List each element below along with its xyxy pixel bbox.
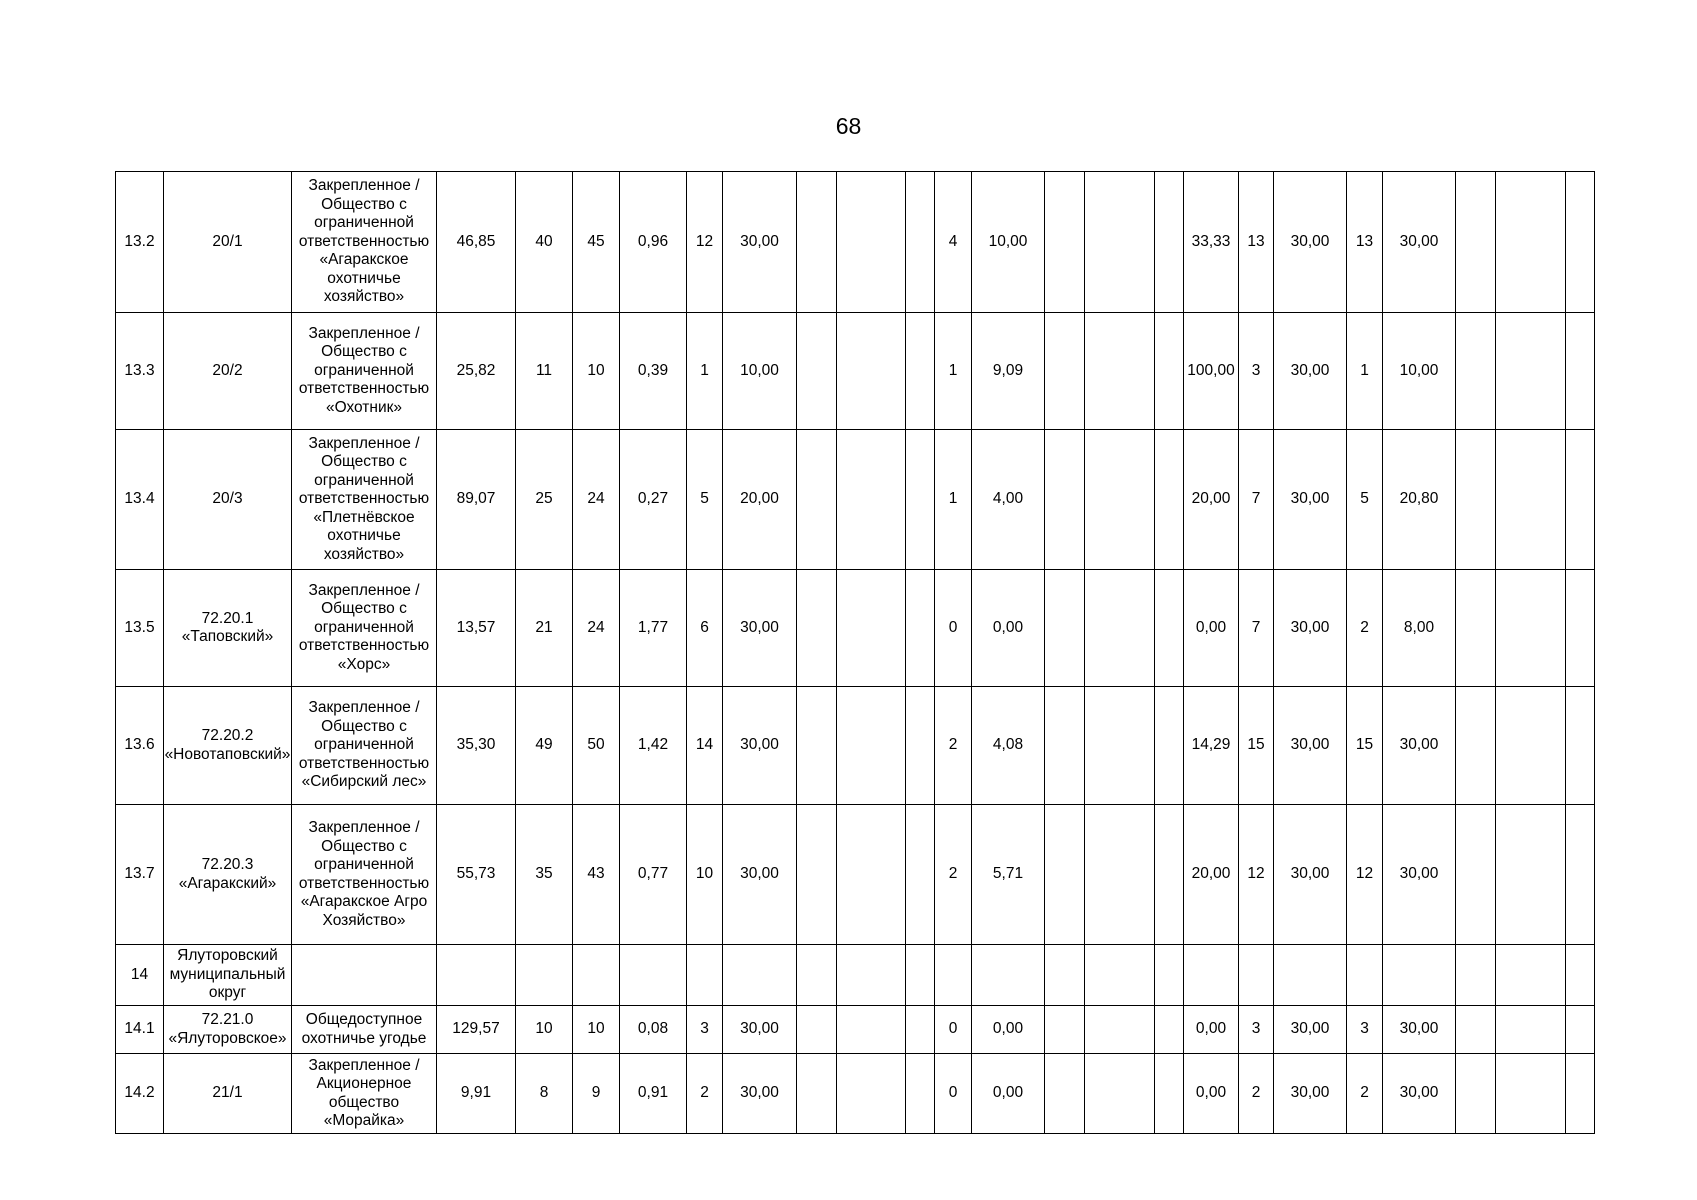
- table-cell: 1: [935, 313, 972, 430]
- table-cell: 30,00: [1383, 805, 1456, 945]
- table-cell: [906, 687, 935, 805]
- table-cell: 30,00: [1274, 570, 1347, 687]
- table-cell: [1045, 945, 1085, 1006]
- table-cell: 30,00: [723, 805, 797, 945]
- table-cell: [1456, 687, 1496, 805]
- table-cell: [1496, 430, 1566, 570]
- table-cell: [1274, 945, 1347, 1006]
- table-cell: 30,00: [723, 172, 797, 313]
- table-cell: 0: [935, 570, 972, 687]
- table-cell: [1566, 430, 1595, 570]
- table-cell: 2: [935, 805, 972, 945]
- table-cell: [1085, 945, 1155, 1006]
- table-row: [116, 313, 1595, 430]
- table-cell: 5: [1347, 430, 1383, 570]
- table-cell: Закрепленное / Акционерное общество «Морайка»: [292, 1054, 437, 1134]
- table-cell: 0,00: [1184, 570, 1239, 687]
- table-cell: 4: [935, 172, 972, 313]
- table-cell: [972, 945, 1045, 1006]
- table-cell: [1085, 570, 1155, 687]
- table-row: [116, 430, 1595, 570]
- table-cell: [797, 805, 837, 945]
- table-cell: [573, 945, 620, 1006]
- table-cell: 9,91: [437, 1054, 516, 1134]
- table-cell: 20/3: [164, 430, 292, 570]
- table-cell: 25,82: [437, 313, 516, 430]
- table-cell: 9,09: [972, 313, 1045, 430]
- table-cell: 1,42: [620, 687, 687, 805]
- table-cell: 5,71: [972, 805, 1045, 945]
- table-cell: [1456, 570, 1496, 687]
- table-cell: 40: [516, 172, 573, 313]
- table-cell: [1239, 945, 1274, 1006]
- table-cell: 13.2: [116, 172, 164, 313]
- table-cell: 1: [1347, 313, 1383, 430]
- table-cell: [837, 945, 906, 1006]
- table-cell: [1496, 1006, 1566, 1054]
- table-cell: 0,91: [620, 1054, 687, 1134]
- table-cell: 72.21.0 «Ялуторовское»: [164, 1006, 292, 1054]
- table-cell: [1456, 1006, 1496, 1054]
- table-cell: 13.4: [116, 430, 164, 570]
- table-cell: 30,00: [1274, 687, 1347, 805]
- table-cell: [837, 570, 906, 687]
- table-cell: 72.20.2 «Новотаповский»: [164, 687, 292, 805]
- table-cell: [1045, 1006, 1085, 1054]
- table-cell: 43: [573, 805, 620, 945]
- table-cell: 14,29: [1184, 687, 1239, 805]
- table-cell: [906, 430, 935, 570]
- table-cell: 25: [516, 430, 573, 570]
- table-cell: 0,00: [1184, 1006, 1239, 1054]
- table-cell: 20/2: [164, 313, 292, 430]
- table-cell: 13.6: [116, 687, 164, 805]
- table-cell: [1566, 1054, 1595, 1134]
- table-cell: [620, 945, 687, 1006]
- table-cell: 14: [687, 687, 723, 805]
- table-cell: 30,00: [1274, 430, 1347, 570]
- table-cell: [687, 945, 723, 1006]
- table-cell: 30,00: [1383, 172, 1456, 313]
- table-cell: [1085, 1006, 1155, 1054]
- table-cell: 24: [573, 430, 620, 570]
- table-cell: Закрепленное / Общество с ограниченной ответственностью «Хорс»: [292, 570, 437, 687]
- table-cell: 3: [1239, 1006, 1274, 1054]
- table-cell: 45: [573, 172, 620, 313]
- table-cell: 3: [687, 1006, 723, 1054]
- table-cell: [1155, 945, 1184, 1006]
- table-cell: 2: [687, 1054, 723, 1134]
- table-cell: 0,27: [620, 430, 687, 570]
- table-cell: [1347, 945, 1383, 1006]
- table-cell: [1085, 172, 1155, 313]
- table-cell: 2: [1239, 1054, 1274, 1134]
- table-cell: [1566, 172, 1595, 313]
- table-cell: [1566, 313, 1595, 430]
- table-cell: 0,00: [972, 570, 1045, 687]
- table-cell: 0,00: [972, 1006, 1045, 1054]
- table-cell: [906, 1054, 935, 1134]
- table-cell: [837, 805, 906, 945]
- page-number: 68: [835, 113, 862, 139]
- table-cell: 0,08: [620, 1006, 687, 1054]
- table-cell: [797, 313, 837, 430]
- table-cell: 0: [935, 1054, 972, 1134]
- table-cell: 30,00: [1274, 1006, 1347, 1054]
- table-cell: [1155, 570, 1184, 687]
- table-cell: Закрепленное /Общество с ограниченной ответственностью «Плетнёвское охотничье хозяйство»: [292, 430, 437, 570]
- table-cell: [1184, 945, 1239, 1006]
- table-cell: [797, 430, 837, 570]
- table-cell: [1456, 313, 1496, 430]
- table-cell: [292, 945, 437, 1006]
- table-cell: 30,00: [723, 1006, 797, 1054]
- table-cell: 30,00: [1383, 1054, 1456, 1134]
- table-cell: [1155, 1006, 1184, 1054]
- table-cell: 13: [1239, 172, 1274, 313]
- table-cell: 21: [516, 570, 573, 687]
- table-cell: 35,30: [437, 687, 516, 805]
- table-cell: 4,08: [972, 687, 1045, 805]
- table-cell: 2: [1347, 1054, 1383, 1134]
- table-cell: [1045, 687, 1085, 805]
- table-cell: 100,00: [1184, 313, 1239, 430]
- table-cell: 10: [573, 313, 620, 430]
- table-cell: 30,00: [1383, 1006, 1456, 1054]
- table-cell: [1456, 172, 1496, 313]
- table-cell: 1,77: [620, 570, 687, 687]
- table-cell: 0,00: [1184, 1054, 1239, 1134]
- table-cell: [1566, 945, 1595, 1006]
- table-cell: 50: [573, 687, 620, 805]
- table-row: [116, 1054, 1595, 1134]
- table-cell: [1496, 805, 1566, 945]
- table-cell: Закрепленное / Общество с ограниченной ответственностью «Агаракское Агро Хозяйство»: [292, 805, 437, 945]
- table-cell: [1496, 172, 1566, 313]
- table-cell: Ялуторовский муниципальный округ: [164, 945, 292, 1006]
- table-cell: [1045, 430, 1085, 570]
- table-cell: [906, 805, 935, 945]
- table-cell: 10,00: [723, 313, 797, 430]
- table-cell: [1566, 570, 1595, 687]
- table-cell: 13.3: [116, 313, 164, 430]
- table-cell: [1383, 945, 1456, 1006]
- table-cell: 49: [516, 687, 573, 805]
- table-cell: [1085, 687, 1155, 805]
- table-cell: [797, 1054, 837, 1134]
- table-cell: [797, 570, 837, 687]
- table-cell: [1456, 945, 1496, 1006]
- table-cell: [1045, 805, 1085, 945]
- table-cell: [1085, 1054, 1155, 1134]
- table-cell: 1: [935, 430, 972, 570]
- table-cell: 20/1: [164, 172, 292, 313]
- table-cell: 15: [1239, 687, 1274, 805]
- table-cell: [906, 313, 935, 430]
- table-cell: [1496, 570, 1566, 687]
- table-cell: [797, 172, 837, 313]
- table-cell: 89,07: [437, 430, 516, 570]
- table-cell: [837, 313, 906, 430]
- table-cell: 20,00: [723, 430, 797, 570]
- table-cell: 13.7: [116, 805, 164, 945]
- table-cell: 129,57: [437, 1006, 516, 1054]
- table-cell: [1045, 172, 1085, 313]
- table-cell: 13,57: [437, 570, 516, 687]
- table-cell: 8,00: [1383, 570, 1456, 687]
- table-cell: [1155, 172, 1184, 313]
- table-cell: [906, 1006, 935, 1054]
- table-cell: 20,80: [1383, 430, 1456, 570]
- table-cell: 10: [687, 805, 723, 945]
- table-cell: [1045, 1054, 1085, 1134]
- table-cell: 10: [573, 1006, 620, 1054]
- table-cell: [1045, 570, 1085, 687]
- table-cell: [906, 945, 935, 1006]
- table-cell: [437, 945, 516, 1006]
- table-cell: 9: [573, 1054, 620, 1134]
- table-cell: 72.20.1 «Таповский»: [164, 570, 292, 687]
- table-cell: [1085, 805, 1155, 945]
- table-cell: 55,73: [437, 805, 516, 945]
- table-cell: 30,00: [1383, 687, 1456, 805]
- table-row: [116, 805, 1595, 945]
- table-cell: 30,00: [723, 1054, 797, 1134]
- table-cell: [1496, 945, 1566, 1006]
- table-row: [116, 945, 1595, 1006]
- table-cell: 5: [687, 430, 723, 570]
- table-row: [116, 172, 1595, 313]
- table-cell: [1085, 430, 1155, 570]
- table-cell: [1456, 430, 1496, 570]
- table-cell: [1456, 1054, 1496, 1134]
- table-cell: 30,00: [1274, 172, 1347, 313]
- table-cell: 12: [1347, 805, 1383, 945]
- table-cell: [1566, 1006, 1595, 1054]
- table-cell: [1566, 805, 1595, 945]
- table-cell: 8: [516, 1054, 573, 1134]
- data-table: [115, 171, 1595, 1134]
- table-cell: 10: [516, 1006, 573, 1054]
- table-cell: 15: [1347, 687, 1383, 805]
- table-cell: Общедоступное охотничье угодье: [292, 1006, 437, 1054]
- table-cell: 3: [1347, 1006, 1383, 1054]
- table-cell: [723, 945, 797, 1006]
- table-cell: 30,00: [723, 570, 797, 687]
- table-cell: [797, 1006, 837, 1054]
- table-cell: 33,33: [1184, 172, 1239, 313]
- table-cell: Закрепленное / Общество с ограниченной ответственностью «Агаракское охотничье хозяйство»: [292, 172, 437, 313]
- table-cell: 0,39: [620, 313, 687, 430]
- table-cell: 0,00: [972, 1054, 1045, 1134]
- table-cell: 72.20.3 «Агаракский»: [164, 805, 292, 945]
- table-cell: 35: [516, 805, 573, 945]
- table-cell: 30,00: [1274, 313, 1347, 430]
- table-cell: 20,00: [1184, 430, 1239, 570]
- table-cell: [1496, 1054, 1566, 1134]
- table-cell: [797, 687, 837, 805]
- table-cell: [1045, 313, 1085, 430]
- table-cell: 12: [1239, 805, 1274, 945]
- table-cell: Закрепленное / Общество с ограниченной ответственностью «Сибирский лес»: [292, 687, 437, 805]
- table-cell: 0,96: [620, 172, 687, 313]
- table-cell: [1496, 687, 1566, 805]
- table-cell: [906, 172, 935, 313]
- table-cell: [837, 687, 906, 805]
- table-cell: 14.1: [116, 1006, 164, 1054]
- table-cell: [935, 945, 972, 1006]
- table-cell: [1456, 805, 1496, 945]
- table-cell: 14.2: [116, 1054, 164, 1134]
- table-cell: 6: [687, 570, 723, 687]
- table-cell: Закрепленное / Общество с ограниченной ответственностью «Охотник»: [292, 313, 437, 430]
- table-cell: 11: [516, 313, 573, 430]
- table-cell: 30,00: [1274, 1054, 1347, 1134]
- table-row: [116, 687, 1595, 805]
- table-cell: [837, 172, 906, 313]
- table-cell: 30,00: [1274, 805, 1347, 945]
- table-cell: 7: [1239, 430, 1274, 570]
- table-cell: 20,00: [1184, 805, 1239, 945]
- table-cell: 2: [1347, 570, 1383, 687]
- table-cell: 10,00: [1383, 313, 1456, 430]
- table-cell: [1566, 687, 1595, 805]
- table-cell: 14: [116, 945, 164, 1006]
- table-cell: 2: [935, 687, 972, 805]
- table-cell: 12: [687, 172, 723, 313]
- table-cell: [1155, 687, 1184, 805]
- table-cell: [1496, 313, 1566, 430]
- table-cell: 13: [1347, 172, 1383, 313]
- table-cell: 7: [1239, 570, 1274, 687]
- table-cell: 1: [687, 313, 723, 430]
- table-cell: 4,00: [972, 430, 1045, 570]
- table-cell: [516, 945, 573, 1006]
- table-cell: [797, 945, 837, 1006]
- table-cell: [906, 570, 935, 687]
- table-cell: [1155, 805, 1184, 945]
- table-cell: 3: [1239, 313, 1274, 430]
- table-cell: 24: [573, 570, 620, 687]
- table-cell: [837, 1006, 906, 1054]
- table-cell: 13.5: [116, 570, 164, 687]
- table-cell: [837, 430, 906, 570]
- table-cell: 21/1: [164, 1054, 292, 1134]
- table-cell: 0,77: [620, 805, 687, 945]
- table-cell: [1155, 1054, 1184, 1134]
- table-cell: [1155, 313, 1184, 430]
- table-row: [116, 1006, 1595, 1054]
- table-row: [116, 570, 1595, 687]
- table-cell: 10,00: [972, 172, 1045, 313]
- table-cell: 30,00: [723, 687, 797, 805]
- table-cell: 0: [935, 1006, 972, 1054]
- table-cell: [837, 1054, 906, 1134]
- table-cell: [1155, 430, 1184, 570]
- table-cell: 46,85: [437, 172, 516, 313]
- table-cell: [1085, 313, 1155, 430]
